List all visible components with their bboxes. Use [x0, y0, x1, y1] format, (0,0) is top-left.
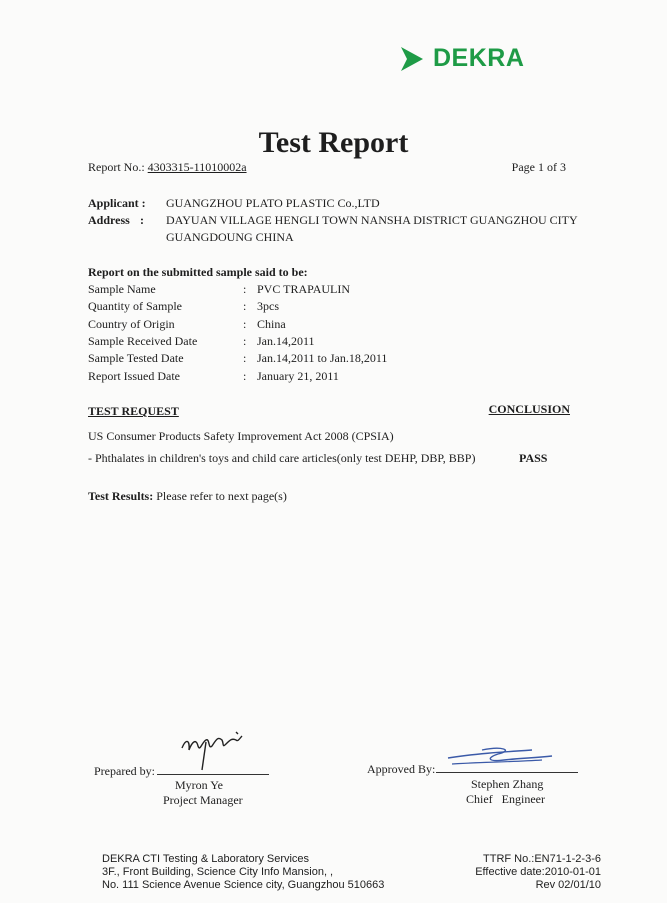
- footer-form-line: Rev 02/01/10: [535, 879, 601, 891]
- conclusion-heading: CONCLUSION: [488, 402, 570, 416]
- sample-info-label: Report Issued Date: [88, 369, 180, 383]
- footer-form-info: [475, 853, 601, 892]
- sample-info-sep: :: [243, 282, 247, 296]
- footer-form-line: TTRF No.:EN71-1-2-3-6: [483, 853, 601, 865]
- sample-info-label: Quantity of Sample: [88, 299, 182, 313]
- dekra-logo-icon: [399, 45, 425, 73]
- report-number-value: 4303315-11010002a: [147, 160, 247, 174]
- page-number: Page 1 of 3: [511, 160, 566, 174]
- prepared-by-label: Prepared by:: [94, 764, 155, 778]
- footer-lab-line: No. 111 Science Avenue Science city, Guangzhou 510663: [102, 879, 385, 891]
- footer-lab-line: DEKRA CTI Testing & Laboratory Services: [102, 853, 310, 865]
- test-standard: US Consumer Products Safety Improvement Act 2008 (CPSIA): [88, 429, 394, 443]
- report-number: [88, 160, 247, 175]
- prepared-signature-line: [157, 774, 269, 775]
- approved-title: Chief Engineer: [466, 792, 545, 806]
- sample-info-value: China: [257, 317, 286, 331]
- report-number-label: Report No.:: [88, 160, 145, 174]
- footer-lab-line: 3F., Front Building, Science City Info Mansion, ,: [102, 866, 334, 878]
- test-request-heading: TEST REQUEST: [88, 404, 179, 418]
- approved-signature-line: [436, 772, 578, 773]
- sample-heading: Report on the submitted sample said to be:: [88, 265, 308, 279]
- approved-by-label: Approved By:: [367, 762, 436, 776]
- applicant-value: GUANGZHOU PLATO PLASTIC Co.,LTD: [166, 196, 380, 210]
- address-label: Address: [88, 213, 130, 227]
- test-result: PASS: [519, 451, 548, 465]
- page-title: Test Report: [258, 126, 409, 159]
- sample-info-sep: :: [243, 369, 247, 383]
- address-line-1: DAYUAN VILLAGE HENGLI TOWN NANSHA DISTRICT GUANGZHOU CITY: [166, 213, 578, 227]
- logo-text: DEKRA: [433, 44, 525, 72]
- sample-info-label: Sample Received Date: [88, 334, 198, 348]
- test-results-note: [88, 489, 287, 504]
- sample-info-sep: :: [243, 317, 247, 331]
- sample-info-sep: :: [243, 351, 247, 365]
- sample-info-value: 3pcs: [257, 299, 279, 313]
- sample-info-value: PVC TRAPAULIN: [257, 282, 351, 296]
- address-line-2: GUANGDOUNG CHINA: [166, 230, 294, 244]
- prepared-name: Myron Ye: [175, 778, 224, 792]
- applicant-label: Applicant :: [88, 196, 146, 210]
- prepared-signature: [176, 728, 248, 772]
- sample-info-label: Sample Name: [88, 282, 156, 296]
- footer-form-line: Effective date:2010-01-01: [475, 866, 601, 878]
- approved-signature: [442, 744, 562, 770]
- sample-info-sep: :: [243, 334, 247, 348]
- sample-info-value: January 21, 2011: [257, 369, 339, 383]
- address-colon: :: [140, 213, 144, 227]
- dekra-logo: [399, 44, 524, 73]
- sample-info-value: Jan.14,2011: [257, 334, 315, 348]
- approved-name: Stephen Zhang: [471, 777, 544, 791]
- test-results-label: Test Results:: [88, 489, 154, 503]
- test-item: - Phthalates in children's toys and child care articles(only test DEHP, DBP, BBP): [88, 451, 476, 465]
- sample-info-label: Country of Origin: [88, 317, 175, 331]
- sample-info-value: Jan.14,2011 to Jan.18,2011: [257, 351, 388, 365]
- prepared-title: Project Manager: [163, 793, 243, 807]
- test-results-text: Please refer to next page(s): [156, 489, 287, 503]
- sample-info-label: Sample Tested Date: [88, 351, 184, 365]
- sample-info-sep: :: [243, 299, 247, 313]
- footer-lab-address: [102, 853, 384, 892]
